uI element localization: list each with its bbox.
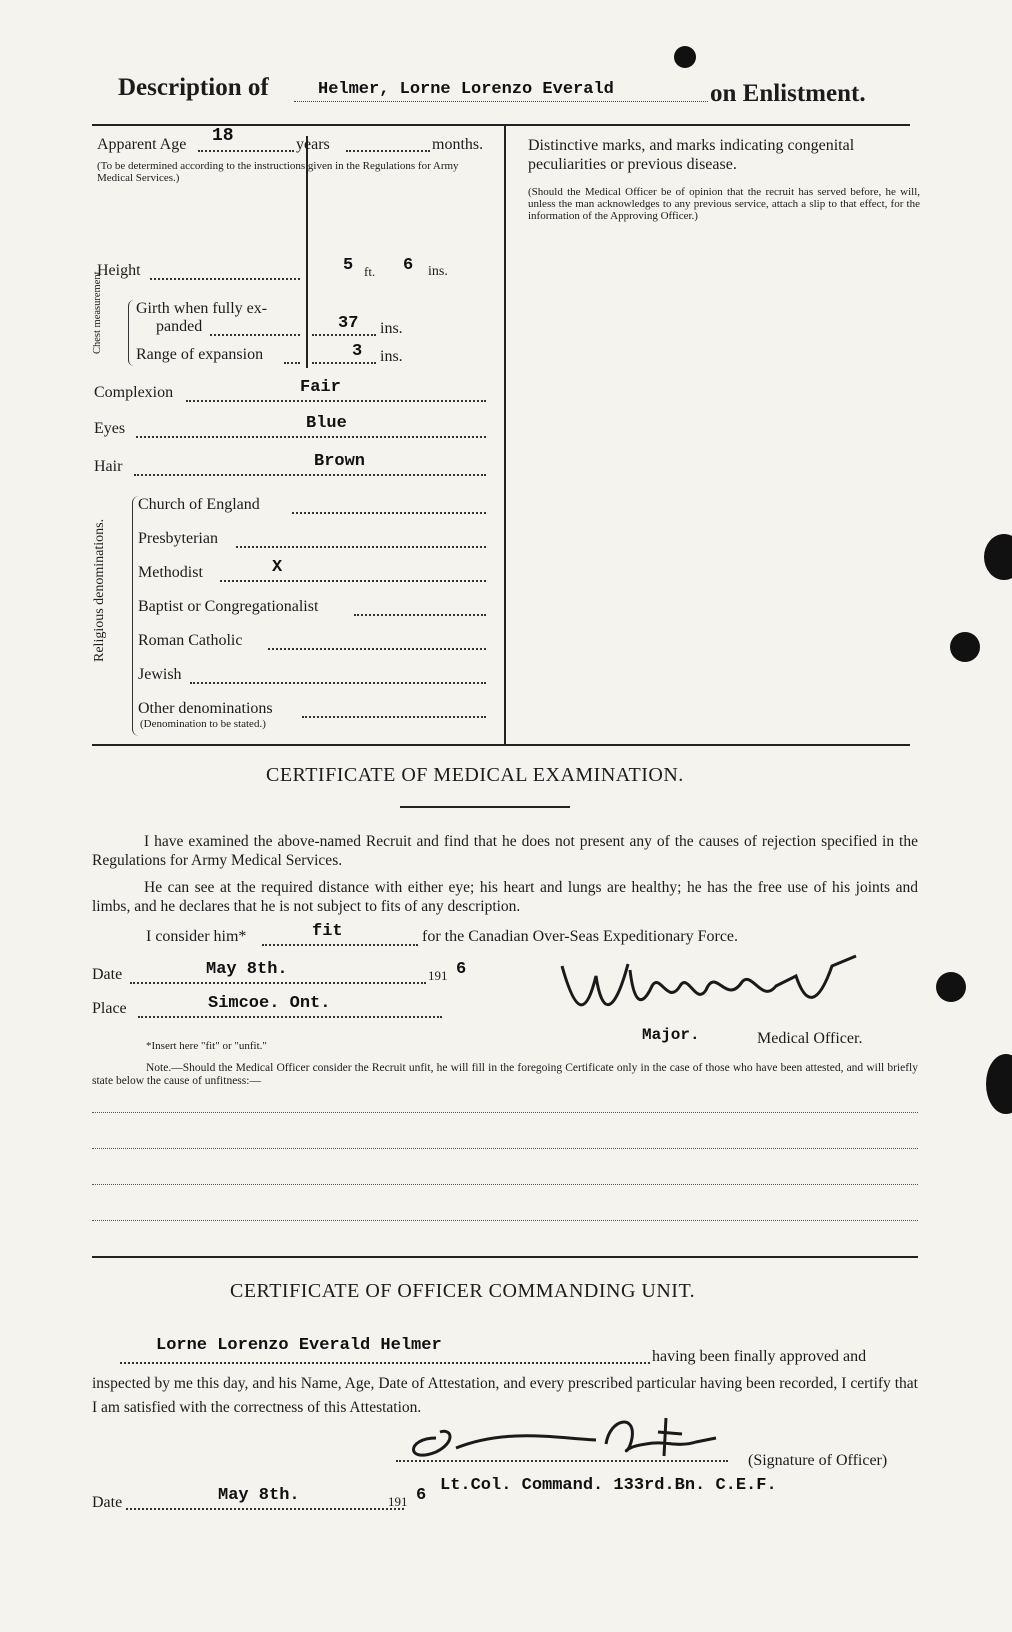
medical-date-label: Date xyxy=(92,966,123,983)
range-ins-label: ins. xyxy=(380,348,403,365)
inches-label: ins. xyxy=(428,264,448,279)
punch-hole xyxy=(984,534,1012,580)
commanding-year-digit: 6 xyxy=(416,1486,427,1505)
medical-date-value: May 8th. xyxy=(206,960,288,979)
signature-of-officer-label: (Signature of Officer) xyxy=(748,1452,888,1469)
recruit-full-name: Lorne Lorenzo Everald Helmer xyxy=(156,1336,442,1355)
eyes-value: Blue xyxy=(306,414,347,433)
approved-label: having been finally approved and xyxy=(652,1348,867,1365)
punch-hole xyxy=(674,46,696,68)
complexion-label: Complexion xyxy=(94,384,174,401)
commanding-date-label: Date xyxy=(92,1494,123,1511)
religion-roman-catholic: Roman Catholic xyxy=(138,632,243,649)
distinctive-marks-heading: Distinctive marks, and marks indicating congenital peculiarities or previous disease. xyxy=(528,137,855,173)
feet-label: ft. xyxy=(364,264,376,279)
consider-label: I consider him* xyxy=(146,928,247,945)
place-label: Place xyxy=(92,1000,127,1017)
recruit-surname-name: Helmer, Lorne Lorenzo Everald xyxy=(318,80,614,99)
girth-value: 37 xyxy=(338,314,359,333)
religion-methodist-mark: X xyxy=(272,558,283,577)
years-label: years xyxy=(296,136,330,153)
complexion-value: Fair xyxy=(300,378,341,397)
medical-year-digit: 6 xyxy=(456,960,467,979)
range-of-expansion-value: 3 xyxy=(352,342,363,361)
commanding-officer-rank: Lt.Col. Command. 133rd.Bn. C.E.F. xyxy=(440,1476,777,1495)
hair-label: Hair xyxy=(94,458,123,475)
commanding-date-value: May 8th. xyxy=(218,1486,300,1505)
range-of-expansion-label: Range of expansion xyxy=(136,346,264,363)
religion-presbyterian: Presbyterian xyxy=(138,530,218,547)
apparent-age-value: 18 xyxy=(212,126,234,146)
religion-methodist: Methodist xyxy=(138,564,203,581)
girth-ins-label: ins. xyxy=(380,320,403,337)
commanding-year-prefix: 191 xyxy=(388,1494,408,1509)
denomination-note: (Denomination to be stated.) xyxy=(140,718,266,730)
unfit-note: Note.—Should the Medical Officer consider the Recruit unfit, he will fill in the foregoing Certificate only in the case of those who have been attested, and will briefly state below the cause of unfitness:— xyxy=(92,1062,918,1087)
eyes-label: Eyes xyxy=(94,420,126,437)
medical-officer-rank: Major. xyxy=(642,1026,700,1044)
height-label: Height xyxy=(97,262,141,279)
previous-service-note: (Should the Medical Officer be of opinion that the recruit has served before, he will, unless the man acknowledges to any previous service, attach a slip to that effect, for the information of the Approving Officer.) xyxy=(528,186,920,222)
commanding-officer-signature xyxy=(396,1408,726,1468)
religion-jewish: Jewish xyxy=(138,666,182,683)
title-suffix: on Enlistment. xyxy=(710,80,866,107)
fit-value: fit xyxy=(312,922,343,941)
force-label: for the Canadian Over-Seas Expeditionary Force. xyxy=(422,928,739,945)
insert-fit-note: *Insert here "fit" or "unfit." xyxy=(146,1040,267,1052)
hair-value: Brown xyxy=(314,452,366,471)
religious-denominations-side-label: Religious denominations. xyxy=(92,518,107,662)
apparent-age-label: Apparent Age xyxy=(97,136,187,153)
chest-measurement-side-label: Chest measurement. xyxy=(92,268,103,354)
medical-year-prefix: 191 xyxy=(428,968,448,983)
age-instruction-note: (To be determined according to the instructions given in the Regulations for Army Medical Services.) xyxy=(97,160,459,184)
title-prefix: Description of xyxy=(118,74,269,101)
medical-officer-signature xyxy=(556,946,876,1026)
medical-officer-label: Medical Officer. xyxy=(757,1030,863,1047)
religion-baptist: Baptist or Congregationalist xyxy=(138,598,319,615)
months-label: months. xyxy=(432,136,484,153)
commanding-paragraph: inspected by me this day, and his Name, Age, Date of Attestation, and every prescribed particular having been recorded, I certify that I am satisfied with the correctness of this Attestation. xyxy=(92,1375,918,1416)
height-inches-value: 6 xyxy=(403,256,414,275)
medical-paragraph-1: I have examined the above-named Recruit and find that he does not present any of the causes of rejection specified in the Regulations for Army Medical Services. xyxy=(92,833,918,869)
punch-hole xyxy=(986,1054,1012,1114)
religion-church-of-england: Church of England xyxy=(138,496,260,513)
place-value: Simcoe. Ont. xyxy=(208,994,331,1013)
commanding-certificate-heading: CERTIFICATE OF OFFICER COMMANDING UNIT. xyxy=(230,1280,696,1302)
religion-other: Other denominations xyxy=(138,700,273,717)
medical-paragraph-2: He can see at the required distance with either eye; his heart and lungs are healthy; he has the free use of his joints and limbs, and he declares that he is not subject to fits of any description. xyxy=(92,879,918,915)
girth-label-line2: panded xyxy=(156,318,203,335)
punch-hole xyxy=(936,972,966,1002)
girth-label-line1: Girth when fully ex- xyxy=(136,300,268,317)
medical-certificate-heading: CERTIFICATE OF MEDICAL EXAMINATION. xyxy=(266,764,684,786)
punch-hole xyxy=(950,632,980,662)
height-feet-value: 5 xyxy=(343,256,354,275)
